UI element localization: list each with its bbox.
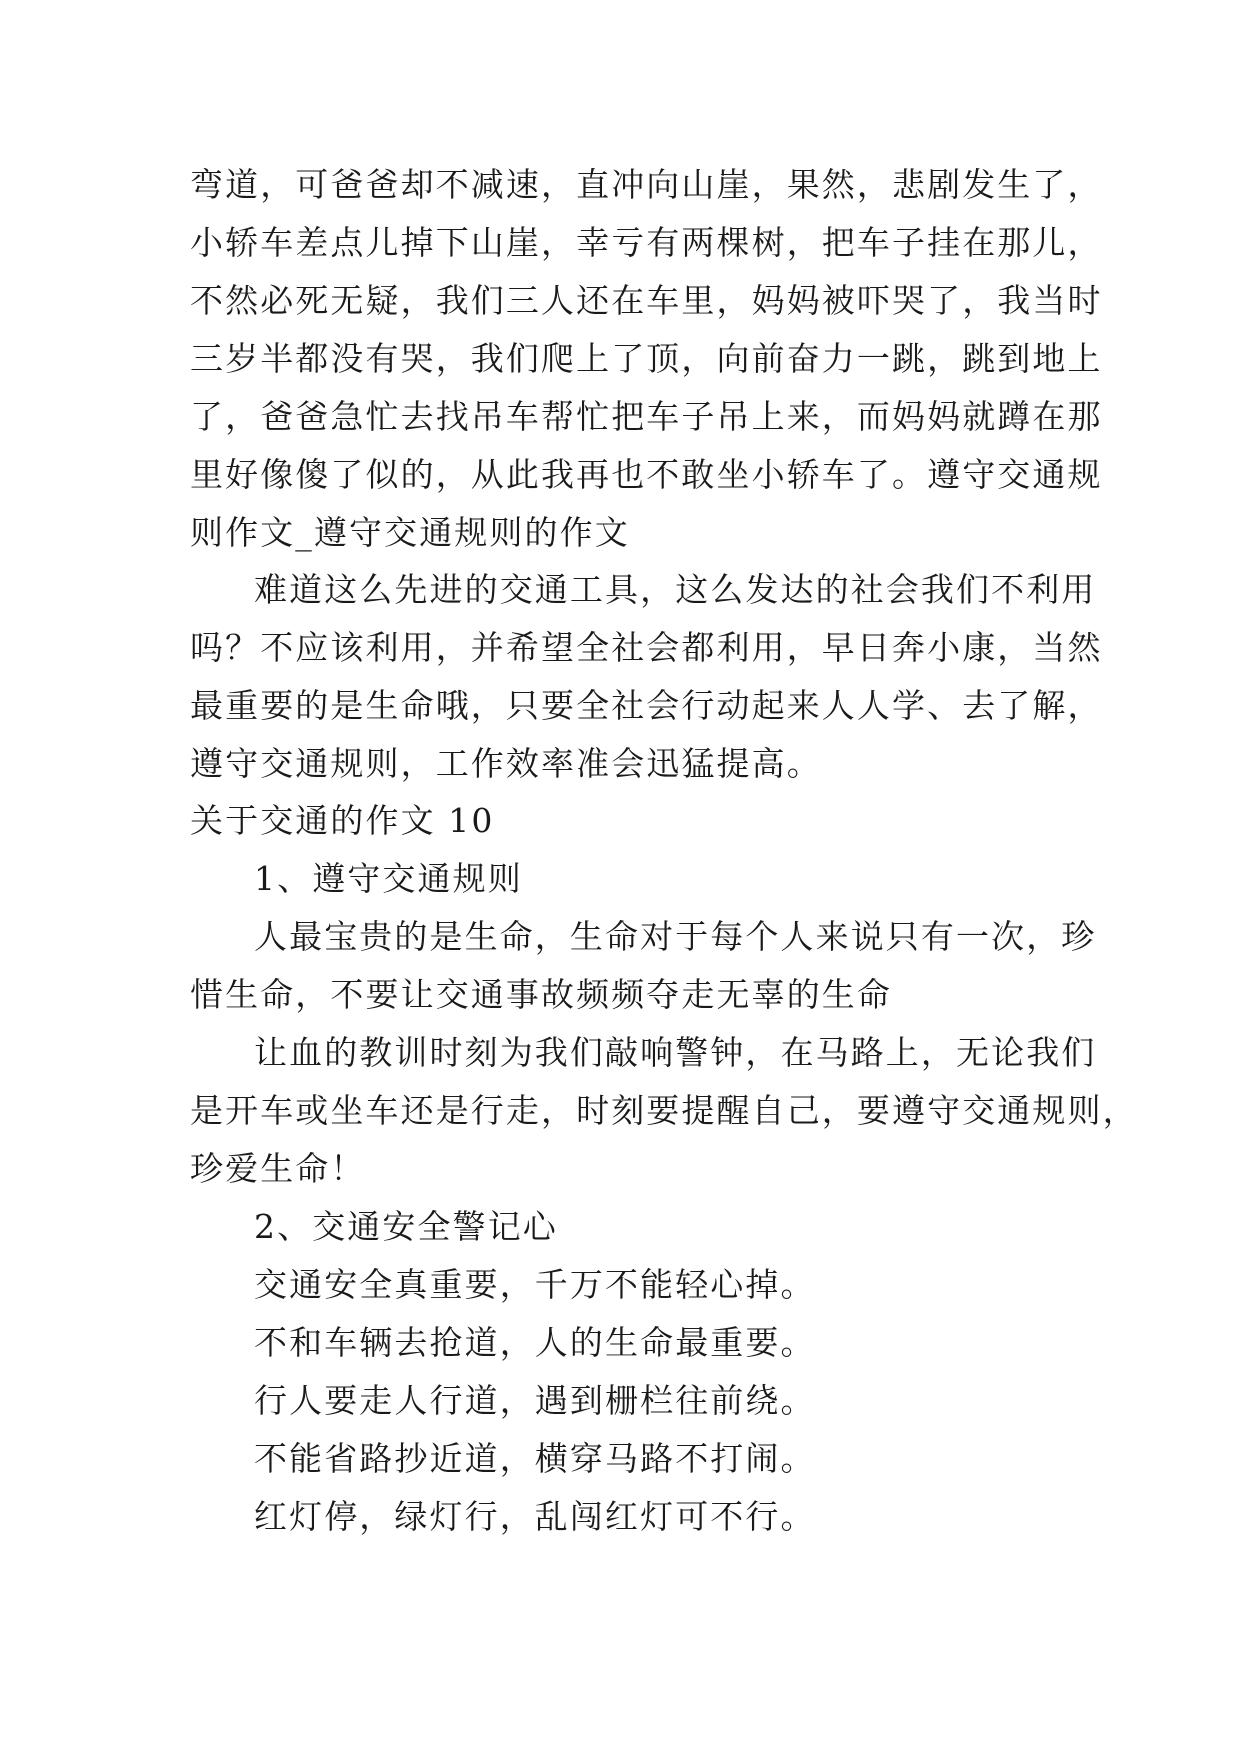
- text-line: 惜生命，不要让交通事故频频夺走无辜的生命: [190, 975, 892, 1014]
- text-line: 了，爸爸急忙去找吊车帮忙把车子吊上来，而妈妈就蹲在那: [190, 397, 1103, 436]
- text-line: 最重要的是生命哦，只要全社会行动起来人人学、去了解，: [190, 686, 1103, 725]
- paragraph-first-line: 让血的教训时刻为我们敲响警钟，在马路上，无论我们: [254, 1033, 1097, 1072]
- paragraph-first-line: 人最宝贵的是生命，生命对于每个人来说只有一次，珍: [254, 917, 1097, 956]
- text-line: 弯道，可爸爸却不减速，直冲向山崖，果然，悲剧发生了，: [190, 165, 1103, 204]
- text-line: 不然必死无疑，我们三人还在车里，妈妈被吓哭了，我当时: [190, 281, 1103, 320]
- verse-line: 交通安全真重要，千万不能轻心掉。: [254, 1265, 816, 1304]
- subheading: 1、遵守交通规则: [254, 859, 523, 898]
- verse-line: 红灯停，绿灯行，乱闯红灯可不行。: [254, 1497, 816, 1536]
- text-line: 三岁半都没有哭，我们爬上了顶，向前奋力一跳，跳到地上: [190, 339, 1103, 378]
- text-line: 里好像傻了似的，从此我再也不敢坐小轿车了。遵守交通规: [190, 455, 1103, 494]
- paragraph-first-line: 难道这么先进的交通工具，这么发达的社会我们不利用: [254, 570, 1097, 609]
- text-line: 吗？不应该利用，并希望全社会都利用，早日奔小康，当然: [190, 628, 1103, 667]
- text-line: 是开车或坐车还是行走，时刻要提醒自己，要遵守交通规则，: [190, 1091, 1138, 1130]
- subheading: 2、交通安全警记心: [254, 1207, 558, 1246]
- section-heading: 关于交通的作文 10: [190, 801, 495, 840]
- text-line: 小轿车差点儿掉下山崖，幸亏有两棵树，把车子挂在那儿，: [190, 223, 1103, 262]
- verse-line: 不和车辆去抢道，人的生命最重要。: [254, 1323, 816, 1362]
- text-line: 则作文_遵守交通规则的作文: [190, 513, 630, 552]
- verse-line: 行人要走人行道，遇到栅栏往前绕。: [254, 1381, 816, 1420]
- text-line: 珍爱生命！: [190, 1149, 366, 1188]
- verse-line: 不能省路抄近道，横穿马路不打闹。: [254, 1439, 816, 1478]
- text-line: 遵守交通规则，工作效率准会迅猛提高。: [190, 744, 822, 783]
